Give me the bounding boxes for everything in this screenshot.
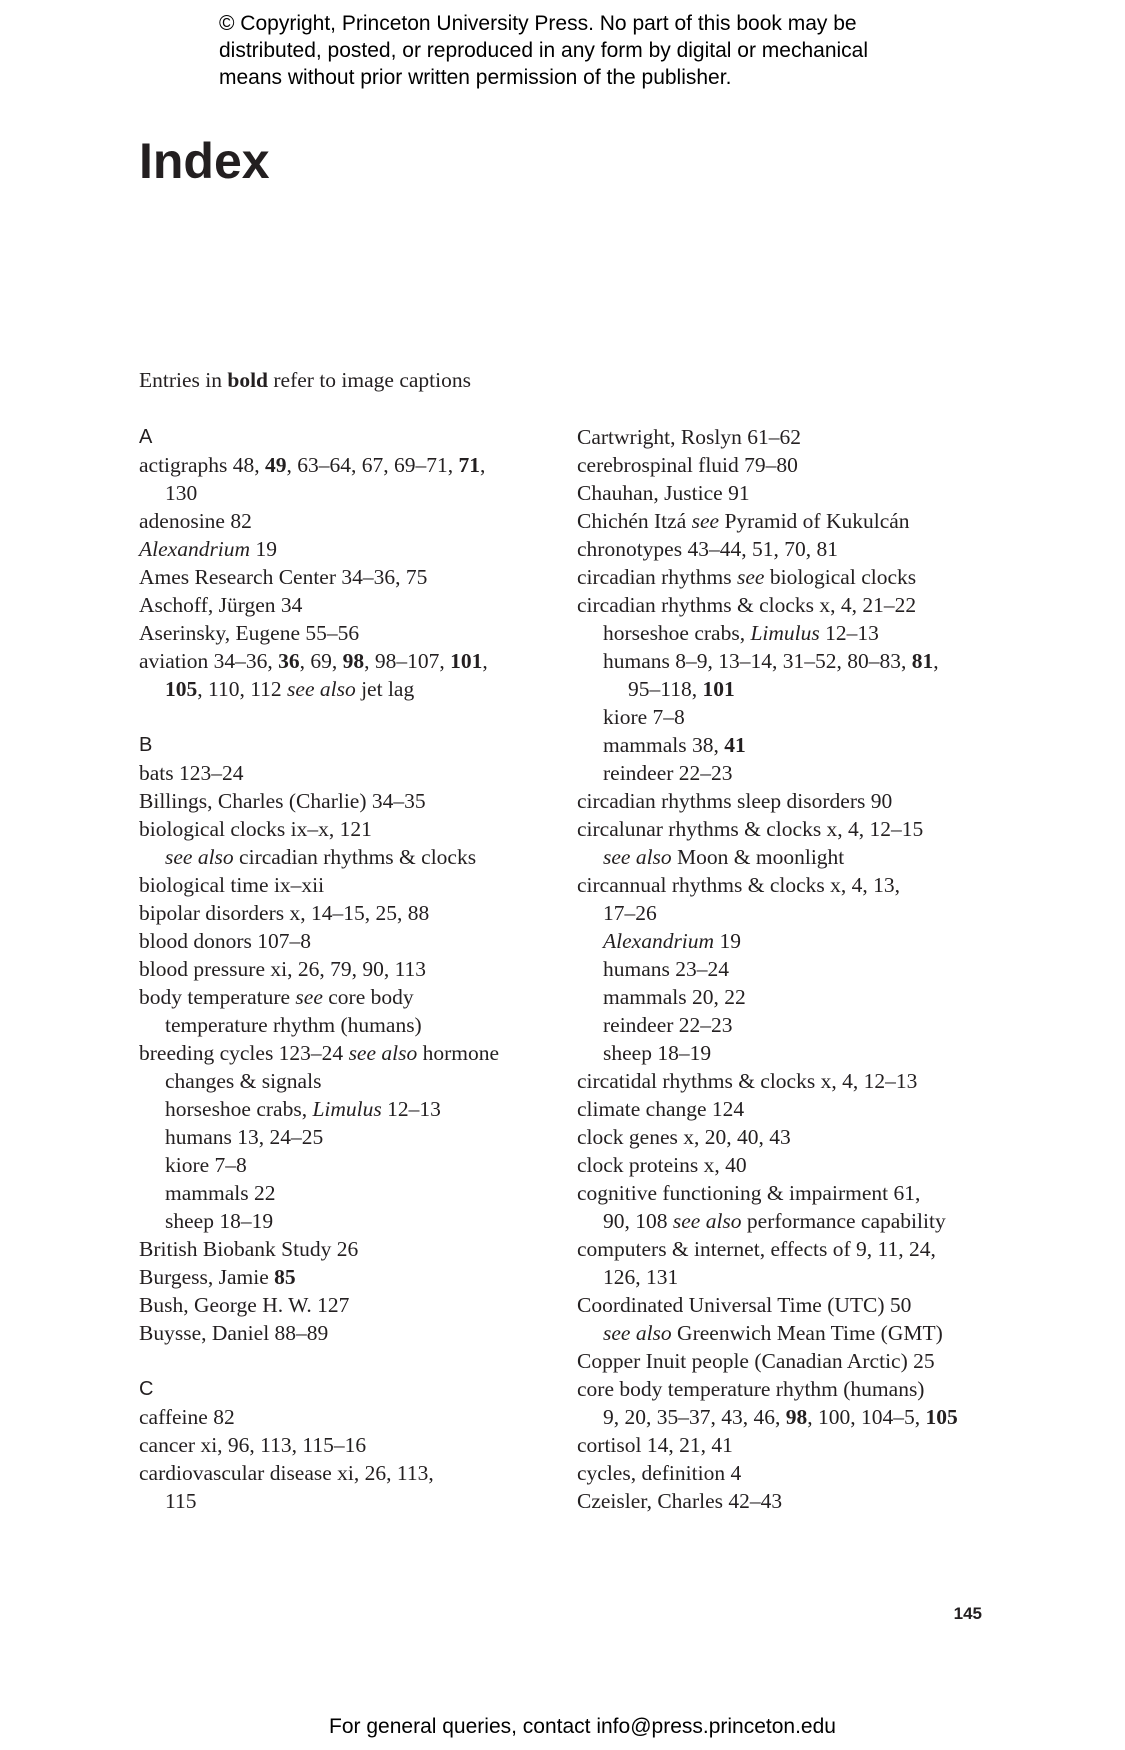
index-column-right: [577, 423, 1027, 1515]
index-entry: [139, 1235, 559, 1263]
index-entry: [577, 1123, 1027, 1151]
entry-text: Cartwright, Roslyn 61–62: [577, 425, 801, 449]
index-entry: [139, 955, 559, 983]
entry-text: , 110, 112: [197, 677, 288, 701]
intro-bold-word: bold: [227, 368, 269, 392]
entry-text: biological time ix–xii: [139, 873, 325, 897]
index-entry: [139, 535, 559, 563]
entry-text: mammals 22: [165, 1181, 276, 1205]
entry-text: circalunar rhythms & clocks x, 4, 12–15: [577, 817, 924, 841]
entry-text: performance capability: [741, 1209, 946, 1233]
index-entry-continuation: [139, 1067, 559, 1095]
entry-text: ,: [479, 453, 486, 477]
section-gap: [139, 703, 559, 731]
entry-text: , 63–64, 67, 69–71,: [286, 453, 459, 477]
entry-text: circadian rhythms: [577, 565, 738, 589]
intro-text: Entries in: [139, 368, 228, 392]
index-entry: [577, 591, 1027, 619]
entry-text: 126, 131: [603, 1265, 679, 1289]
index-entry: [139, 507, 559, 535]
index-entry: [139, 591, 559, 619]
entry-text: Burgess, Jamie: [139, 1265, 275, 1289]
entry-text: Coordinated Universal Time (UTC) 50: [577, 1293, 912, 1317]
bold-page-ref: 81: [911, 649, 934, 673]
entry-text: cerebrospinal fluid 79–80: [577, 453, 798, 477]
entry-text: Buysse, Daniel 88–89: [139, 1321, 329, 1345]
entry-text: humans 8–9, 13–14, 31–52, 80–83,: [603, 649, 912, 673]
index-entry: [139, 899, 559, 927]
index-entry: [577, 1459, 1027, 1487]
entry-text: Billings, Charles (Charlie) 34–35: [139, 789, 426, 813]
entry-text: aviation 34–36,: [139, 649, 279, 673]
entry-text: bats 123–24: [139, 761, 244, 785]
entry-text: body temperature: [139, 985, 296, 1009]
index-entry-continuation: [577, 927, 1027, 955]
index-entry: [139, 1319, 559, 1347]
italic-text: see: [295, 985, 323, 1009]
entry-text: kiore 7–8: [603, 705, 685, 729]
index-subentry-continuation: [577, 675, 1027, 703]
italic-text: see also: [287, 677, 356, 701]
entry-text: Chauhan, Justice 91: [577, 481, 750, 505]
entry-text: biological clocks: [764, 565, 917, 589]
index-entry: [577, 1235, 1027, 1263]
entry-text: Greenwich Mean Time (GMT): [671, 1321, 943, 1345]
entry-text: caffeine 82: [139, 1405, 235, 1429]
index-entry-continuation: [577, 1207, 1027, 1235]
entry-text: mammals 20, 22: [603, 985, 746, 1009]
index-entry: [139, 927, 559, 955]
bold-page-ref: 105: [925, 1405, 958, 1429]
index-entry: [577, 1095, 1027, 1123]
entry-text: circatidal rhythms & clocks x, 4, 12–13: [577, 1069, 918, 1093]
index-entry: [139, 815, 559, 843]
entry-text: 17–26: [603, 901, 657, 925]
index-entry: [577, 507, 1027, 535]
index-entry-continuation: [139, 1011, 559, 1039]
italic-text: see: [737, 565, 765, 589]
index-entry-continuation: [577, 1039, 1027, 1067]
index-entry-continuation: [577, 843, 1027, 871]
italic-text: see also: [603, 845, 672, 869]
entry-text: 19: [250, 537, 277, 561]
bold-page-ref: 101: [702, 677, 735, 701]
index-entry: [577, 1375, 1027, 1403]
entry-text: cycles, definition 4: [577, 1461, 742, 1485]
index-entry-continuation: [139, 1207, 559, 1235]
entry-text: clock proteins x, 40: [577, 1153, 747, 1177]
italic-text: see also: [165, 845, 234, 869]
entry-text: humans 23–24: [603, 957, 730, 981]
index-entry: [577, 815, 1027, 843]
entry-text: adenosine 82: [139, 509, 252, 533]
entry-text: reindeer 22–23: [603, 761, 733, 785]
index-entry-continuation: [577, 1011, 1027, 1039]
index-entry: [577, 563, 1027, 591]
italic-text: Limulus: [750, 621, 820, 645]
index-entry-continuation: [139, 1487, 559, 1515]
index-entry-continuation: [139, 1095, 559, 1123]
index-entry-continuation: [139, 1151, 559, 1179]
entry-text: actigraphs 48,: [139, 453, 265, 477]
copyright-line: distributed, posted, or reproduced in any form by digital or mechanical: [219, 39, 869, 62]
bold-page-ref: 71: [458, 453, 480, 477]
entry-text: clock genes x, 20, 40, 43: [577, 1125, 791, 1149]
entry-text: blood donors 107–8: [139, 929, 311, 953]
entry-text: hormone: [417, 1041, 500, 1065]
bold-page-ref: 41: [724, 733, 746, 757]
entry-text: Copper Inuit people (Canadian Arctic) 25: [577, 1349, 935, 1373]
entry-text: circadian rhythms & clocks x, 4, 21–22: [577, 593, 917, 617]
italic-text: Alexandrium: [139, 537, 251, 561]
entry-text: temperature rhythm (humans): [165, 1013, 422, 1037]
index-entry-continuation: [139, 479, 559, 507]
entry-text: kiore 7–8: [165, 1153, 247, 1177]
index-entry: [577, 1179, 1027, 1207]
bold-page-ref: 98: [342, 649, 365, 673]
section-gap: [139, 1347, 559, 1375]
index-entry-continuation: [577, 1319, 1027, 1347]
copyright-line: © Copyright, Princeton University Press. No part of this book may be: [219, 12, 857, 35]
entry-text: ,: [482, 649, 488, 673]
entry-text: , 98–107,: [364, 649, 451, 673]
index-entry: [577, 423, 1027, 451]
index-entry-continuation: [139, 675, 559, 703]
index-entry-continuation: [139, 843, 559, 871]
index-entry-continuation: [577, 899, 1027, 927]
italic-text: see also: [348, 1041, 418, 1065]
index-intro-note: [139, 366, 471, 394]
index-entry: [577, 1487, 1027, 1515]
entry-text: Moon & moonlight: [671, 845, 845, 869]
index-entry: [577, 1151, 1027, 1179]
index-entry: [139, 619, 559, 647]
entry-text: reindeer 22–23: [603, 1013, 733, 1037]
index-column-left: [139, 423, 559, 1515]
index-entry: [577, 1291, 1027, 1319]
entry-text: biological clocks ix–x, 121: [139, 817, 372, 841]
index-section-letter: A: [139, 426, 153, 448]
index-entry: [139, 787, 559, 815]
index-entry-continuation: [577, 1263, 1027, 1291]
page-number: 145: [953, 1604, 982, 1623]
entry-text: 115: [165, 1489, 197, 1513]
bold-page-ref: 36: [278, 649, 300, 673]
index-entry: [577, 535, 1027, 563]
entry-text: 12–13: [819, 621, 879, 645]
index-entry: [139, 1431, 559, 1459]
italic-text: Limulus: [312, 1097, 382, 1121]
entry-text: changes & signals: [165, 1069, 322, 1093]
entry-text: 19: [714, 929, 741, 953]
copyright-notice: [219, 10, 939, 91]
index-entry: [577, 1067, 1027, 1095]
index-subentry: [577, 759, 1027, 787]
entry-text: circannual rhythms & clocks x, 4, 13,: [577, 873, 901, 897]
entry-text: horseshoe crabs,: [165, 1097, 313, 1121]
entry-text: horseshoe crabs,: [603, 621, 751, 645]
entry-text: Bush, George H. W. 127: [139, 1293, 350, 1317]
index-entry: [577, 479, 1027, 507]
footer-contact: For general queries, contact info@press.princeton.edu: [329, 1715, 836, 1738]
index-entry: [577, 451, 1027, 479]
index-entry: [577, 1347, 1027, 1375]
index-entry: [139, 871, 559, 899]
index-entry: [139, 1291, 559, 1319]
index-entry: [577, 787, 1027, 815]
entry-text: Aschoff, Jürgen 34: [139, 593, 303, 617]
bold-page-ref: 85: [274, 1265, 296, 1289]
index-entry: [139, 1403, 559, 1431]
entry-text: climate change 124: [577, 1097, 745, 1121]
entry-text: sheep 18–19: [165, 1209, 274, 1233]
entry-text: , 100, 104–5,: [807, 1405, 926, 1429]
entry-text: , 69,: [299, 649, 343, 673]
index-subentry: [577, 703, 1027, 731]
entry-text: blood pressure xi, 26, 79, 90, 113: [139, 957, 427, 981]
bold-page-ref: 49: [264, 453, 287, 477]
entry-text: circadian rhythms sleep disorders 90: [577, 789, 893, 813]
index-entry: [139, 1039, 559, 1067]
entry-text: cardiovascular disease xi, 26, 113,: [139, 1461, 434, 1485]
entry-text: bipolar disorders x, 14–15, 25, 88: [139, 901, 430, 925]
index-section-letter: B: [139, 734, 153, 756]
entry-text: Czeisler, Charles 42–43: [577, 1489, 783, 1513]
entry-text: cortisol 14, 21, 41: [577, 1433, 733, 1457]
entry-text: British Biobank Study 26: [139, 1237, 359, 1261]
entry-text: 130: [165, 481, 198, 505]
index-entry-continuation: [139, 1123, 559, 1151]
index-entry-continuation: [577, 1403, 1027, 1431]
italic-text: Alexandrium: [603, 929, 715, 953]
entry-text: Aserinsky, Eugene 55–56: [139, 621, 360, 645]
index-entry: [139, 1263, 559, 1291]
index-entry: [139, 759, 559, 787]
entry-text: jet lag: [355, 677, 415, 701]
entry-text: Ames Research Center 34–36, 75: [139, 565, 428, 589]
entry-text: 95–118,: [628, 677, 703, 701]
entry-text: 90, 108: [603, 1209, 673, 1233]
index-entry-continuation: [139, 1179, 559, 1207]
index-entry: [139, 983, 559, 1011]
entry-text: circadian rhythms & clocks: [233, 845, 477, 869]
entry-text: Pyramid of Kukulcán: [719, 509, 910, 533]
page-title: Index: [139, 133, 270, 189]
bold-page-ref: 105: [165, 677, 198, 701]
italic-text: see also: [603, 1321, 672, 1345]
entry-text: core body temperature rhythm (humans): [577, 1377, 925, 1401]
index-section-letter: C: [139, 1378, 154, 1400]
copyright-line: means without prior written permission of the publisher.: [219, 66, 732, 89]
index-entry: [577, 871, 1027, 899]
index-subentry: [577, 647, 1027, 675]
entry-text: cognitive functioning & impairment 61,: [577, 1181, 921, 1205]
bold-page-ref: 101: [450, 649, 483, 673]
index-entry: [139, 1459, 559, 1487]
index-subentry: [577, 619, 1027, 647]
entry-text: breeding cycles 123–24: [139, 1041, 349, 1065]
index-entry: [139, 451, 559, 479]
entry-text: 9, 20, 35–37, 43, 46,: [603, 1405, 786, 1429]
italic-text: see: [691, 509, 720, 533]
intro-text: refer to image captions: [268, 368, 471, 392]
entry-text: humans 13, 24–25: [165, 1125, 324, 1149]
entry-text: sheep 18–19: [603, 1041, 712, 1065]
index-subentry: [577, 731, 1027, 759]
index-entry-continuation: [577, 955, 1027, 983]
entry-text: mammals 38,: [603, 733, 725, 757]
entry-text: ,: [933, 649, 939, 673]
entry-text: Chichén Itzá: [577, 509, 692, 533]
entry-text: computers & internet, effects of 9, 11, 24,: [577, 1237, 936, 1261]
italic-text: see also: [672, 1209, 742, 1233]
index-entry: [139, 647, 559, 675]
index-entry-continuation: [577, 983, 1027, 1011]
index-entry: [577, 1431, 1027, 1459]
bold-page-ref: 98: [785, 1405, 808, 1429]
entry-text: cancer xi, 96, 113, 115–16: [139, 1433, 367, 1457]
index-entry: [139, 563, 559, 591]
entry-text: chronotypes 43–44, 51, 70, 81: [577, 537, 838, 561]
entry-text: 12–13: [381, 1097, 441, 1121]
entry-text: core body: [322, 985, 414, 1009]
